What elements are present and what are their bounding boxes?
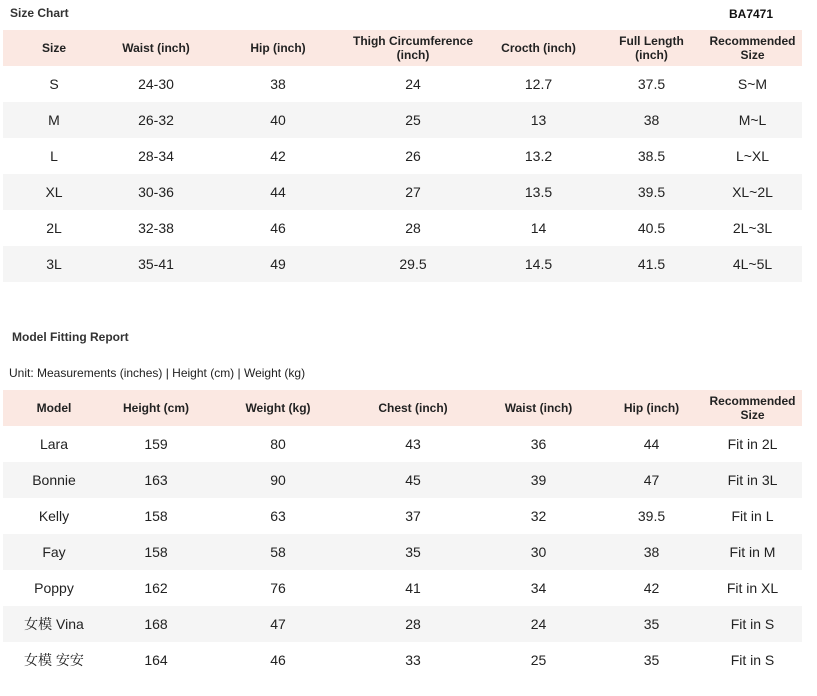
unit-note: Unit: Measurements (inches) | Height (cm) | Weight (kg)	[9, 366, 306, 380]
table-cell: Fit in M	[703, 534, 802, 570]
table-row	[3, 174, 802, 210]
table-row	[3, 606, 802, 642]
table-cell: Lara	[39, 436, 69, 452]
table-cell: 30	[477, 534, 600, 570]
table-row	[3, 462, 802, 498]
table-row	[3, 66, 802, 102]
product-code: BA7471	[729, 7, 774, 21]
table-row	[3, 138, 802, 174]
table-cell: 63	[270, 508, 286, 524]
table-cell: 38	[600, 534, 703, 570]
table-row	[3, 246, 802, 282]
table-cell: 32	[530, 508, 547, 524]
table-cell: 2L~3L	[732, 220, 773, 236]
table-cell: Bonnie	[3, 462, 105, 498]
table-cell: 女模 Vina	[3, 606, 105, 642]
table-cell: 39.5	[600, 174, 703, 210]
table-cell: S~M	[737, 76, 768, 92]
model-table-body	[3, 426, 802, 678]
table-cell: Fay	[3, 534, 105, 570]
table-cell: 24-30	[138, 76, 174, 92]
table-cell: 76	[270, 580, 286, 596]
table-cell: XL~2L	[703, 174, 802, 210]
size-chart-header-row	[3, 30, 802, 66]
table-cell: Fit in S	[703, 606, 802, 642]
column-header: Full Length (inch)	[600, 30, 703, 66]
column-header: Waist (inch)	[105, 30, 207, 66]
table-cell: 158	[105, 534, 207, 570]
table-cell: 40	[207, 102, 349, 138]
table-cell: 90	[207, 462, 349, 498]
table-cell: 24	[477, 606, 600, 642]
table-cell: 41.5	[600, 246, 703, 282]
column-header: Chest (inch)	[349, 390, 477, 426]
table-cell: 33	[405, 652, 421, 668]
table-cell: 女模 安安	[24, 652, 84, 668]
table-row	[3, 570, 802, 606]
table-row	[3, 498, 802, 534]
column-header: Recommended Size	[703, 390, 802, 426]
table-cell: 162	[144, 580, 168, 596]
table-cell: 35	[349, 534, 477, 570]
size-chart-title: Size Chart	[10, 6, 69, 20]
table-cell: M	[3, 102, 105, 138]
table-cell: 43	[405, 436, 421, 452]
table-cell: 28	[349, 606, 477, 642]
size-chart-body	[3, 66, 802, 282]
column-header: Model	[3, 390, 105, 426]
column-header: Crocth (inch)	[477, 30, 600, 66]
table-cell: 12.7	[524, 76, 553, 92]
column-header: Weight (kg)	[207, 390, 349, 426]
column-header: Size	[3, 30, 105, 66]
table-cell: Fit in L	[731, 508, 774, 524]
table-row	[3, 210, 802, 246]
table-cell: 35-41	[105, 246, 207, 282]
size-chart-table	[3, 30, 802, 282]
table-row	[3, 642, 802, 678]
table-cell: 24	[405, 76, 421, 92]
table-cell: 159	[144, 436, 168, 452]
table-cell: L	[50, 148, 58, 164]
table-cell: 38	[600, 102, 703, 138]
table-cell: 36	[530, 436, 547, 452]
table-cell: 80	[270, 436, 286, 452]
table-cell: 28	[405, 220, 421, 236]
table-cell: Fit in S	[730, 652, 775, 668]
table-cell: 26	[405, 148, 421, 164]
table-row	[3, 426, 802, 462]
table-cell: 39	[477, 462, 600, 498]
table-cell: 2L	[46, 220, 62, 236]
table-cell: 28-34	[138, 148, 174, 164]
table-cell: 49	[207, 246, 349, 282]
table-cell: 40.5	[637, 220, 666, 236]
table-cell: 44	[643, 436, 660, 452]
table-cell: 25	[349, 102, 477, 138]
table-cell: 47	[207, 606, 349, 642]
table-row	[3, 534, 802, 570]
table-cell: 3L	[3, 246, 105, 282]
table-cell: 39.5	[637, 508, 666, 524]
table-cell: Poppy	[34, 580, 74, 596]
table-cell: 37.5	[637, 76, 666, 92]
model-report-title: Model Fitting Report	[12, 330, 129, 344]
table-cell: 14	[530, 220, 547, 236]
table-cell: 13.2	[524, 148, 553, 164]
table-cell: 30-36	[105, 174, 207, 210]
table-cell: 26-32	[105, 102, 207, 138]
table-row	[3, 102, 802, 138]
table-cell: 158	[144, 508, 168, 524]
table-cell: S	[49, 76, 59, 92]
model-fitting-table	[3, 390, 802, 678]
table-cell: 35	[643, 652, 660, 668]
table-cell: L~XL	[735, 148, 770, 164]
table-cell: 13.5	[477, 174, 600, 210]
table-cell: 46	[270, 652, 286, 668]
table-cell: 14.5	[477, 246, 600, 282]
table-cell: Kelly	[38, 508, 70, 524]
table-cell: Fit in 2L	[727, 436, 778, 452]
table-cell: 27	[349, 174, 477, 210]
column-header: Height (cm)	[105, 390, 207, 426]
table-cell: 37	[405, 508, 421, 524]
table-cell: 38.5	[637, 148, 666, 164]
table-cell: 47	[600, 462, 703, 498]
table-cell: 42	[643, 580, 660, 596]
table-cell: 13	[477, 102, 600, 138]
column-header: Hip (inch)	[207, 30, 349, 66]
table-cell: 25	[530, 652, 547, 668]
table-cell: 34	[530, 580, 547, 596]
column-header: Thigh Circumference (inch)	[349, 30, 477, 66]
table-cell: 32-38	[138, 220, 174, 236]
column-header: Hip (inch)	[600, 390, 703, 426]
table-cell: 38	[270, 76, 286, 92]
table-cell: 46	[270, 220, 286, 236]
table-cell: 42	[270, 148, 286, 164]
table-cell: 44	[207, 174, 349, 210]
table-cell: Fit in 3L	[703, 462, 802, 498]
column-header: Waist (inch)	[477, 390, 600, 426]
table-cell: XL	[3, 174, 105, 210]
table-cell: 58	[207, 534, 349, 570]
table-cell: 163	[105, 462, 207, 498]
table-cell: 164	[144, 652, 168, 668]
table-cell: Fit in XL	[726, 580, 779, 596]
table-cell: 41	[405, 580, 421, 596]
column-header: Recommended Size	[703, 30, 802, 66]
table-cell: 45	[349, 462, 477, 498]
table-cell: M~L	[703, 102, 802, 138]
model-table-header-row	[3, 390, 802, 426]
table-cell: 35	[600, 606, 703, 642]
table-cell: 168	[105, 606, 207, 642]
table-cell: 29.5	[349, 246, 477, 282]
table-cell: 4L~5L	[703, 246, 802, 282]
